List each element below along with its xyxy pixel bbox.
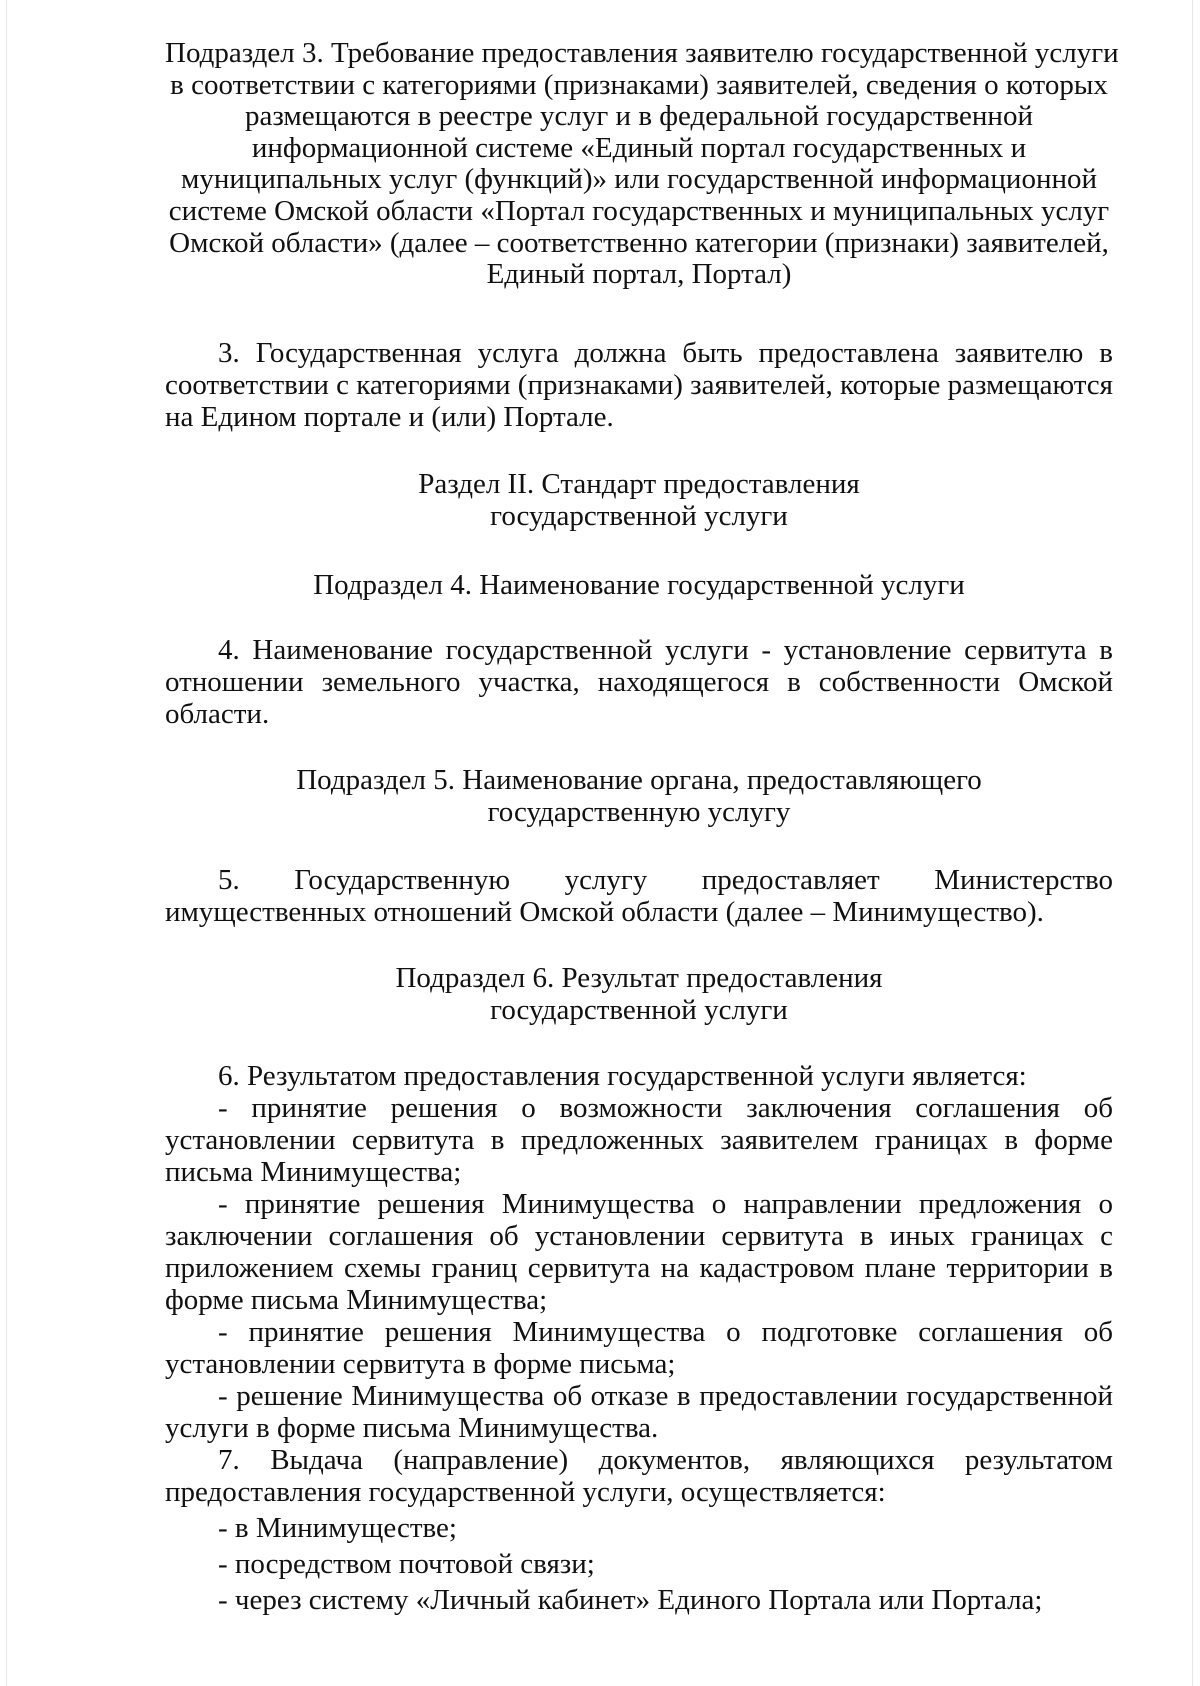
heading-line: Подраздел 4. Наименование государственной услуги — [313, 569, 965, 601]
word: предоставляет — [701, 864, 880, 896]
subsection-3-heading — [165, 37, 1119, 291]
heading-line: системе Омской области «Портал государственных и муниципальных услуг — [168, 194, 1110, 227]
delivery-item: - в Минимуществе; — [218, 1512, 457, 1544]
heading-line: Подраздел 3. Требование предоставления заявителю государственной услуги — [165, 37, 1119, 69]
heading-line: Подраздел 5. Наименование органа, предоставляющего — [296, 764, 982, 796]
result-item: - решение Минимущества об отказе в предоставлении государственной услуги в форме письма Минимущества. — [165, 1380, 1113, 1444]
paragraph-6-intro: 6. Результатом предоставления государственной услуги является: — [218, 1060, 1027, 1092]
paragraph-7-first-line — [165, 1444, 1113, 1476]
paragraph-6-7 — [165, 1060, 1113, 1616]
word: являющихся — [780, 1444, 935, 1476]
word: услугу — [564, 864, 648, 896]
word: 5. — [218, 864, 240, 896]
heading-line: в соответствии с категориями (признаками) заявителей, сведения о которых — [170, 68, 1108, 101]
word: результатом — [964, 1444, 1113, 1476]
heading-line: государственную услугу — [487, 796, 791, 828]
heading-line: Омской области» (далее – соответственно категории (признаки) заявителей, — [169, 226, 1109, 259]
delivery-item: - посредством почтовой связи; — [218, 1548, 595, 1580]
result-item: - принятие решения Минимущества о направлении предложения о заключении соглашения об установлении сервитута в иных границах с приложением схемы границ сервитута на кадастровом плане территории в форме письма Минимущества; — [165, 1188, 1113, 1316]
word: Государственную — [294, 864, 511, 896]
heading-line: размещаются в реестре услуг и в федеральной государственной — [245, 100, 1033, 133]
subsection-6-heading — [165, 962, 1113, 1026]
word: документов, — [598, 1444, 751, 1476]
result-item: - принятие решения о возможности заключения соглашения об установлении сервитута в предложенных заявителем границах в форме письма Минимущества; — [165, 1092, 1113, 1188]
paragraph-4: 4. Наименование государственной услуги - установление сервитута в отношении земельного участка, находящегося в собственности Омской области. — [165, 634, 1113, 730]
delivery-item: - через систему «Личный кабинет» Единого Портала или Портала; — [218, 1584, 1043, 1616]
section-2-heading — [165, 468, 1113, 532]
paragraph-3: 3. Государственная услуга должна быть предоставлена заявителю в соответствии с категориями (признаками) заявителей, которые размещаются на Едином портале и (или) Портале. — [165, 337, 1113, 433]
result-item: - принятие решения Минимущества о подготовке соглашения об установлении сервитута в форме письма; — [165, 1316, 1113, 1380]
heading-line: Раздел II. Стандарт предоставления — [418, 468, 860, 500]
paragraph-7-second-line: предоставления государственной услуги, осуществляется: — [165, 1476, 886, 1508]
word: Выдача — [270, 1444, 363, 1476]
paragraph-5 — [165, 864, 1113, 928]
heading-line: Единый портал, Портал) — [486, 258, 792, 291]
word: Министерство — [934, 864, 1113, 896]
heading-line: государственной услуги — [490, 994, 788, 1026]
word: (направление) — [393, 1444, 569, 1476]
heading-line: информационной системе «Единый портал государственных и — [251, 131, 1027, 164]
heading-line: Подраздел 6. Результат предоставления — [395, 962, 883, 994]
scan-edge-left — [6, 0, 7, 1686]
heading-line: муниципальных услуг (функций)» или государственной информационной — [180, 163, 1098, 196]
heading-line: государственной услуги — [490, 500, 788, 532]
scan-edge-right — [1192, 0, 1193, 1686]
word: 7. — [218, 1444, 240, 1476]
paragraph-5-first-line — [165, 864, 1113, 896]
subsection-5-heading — [165, 764, 1113, 828]
paragraph-5-second-line: имущественных отношений Омской области (далее – Минимущество). — [165, 896, 1044, 928]
subsection-4-heading — [165, 569, 1113, 601]
